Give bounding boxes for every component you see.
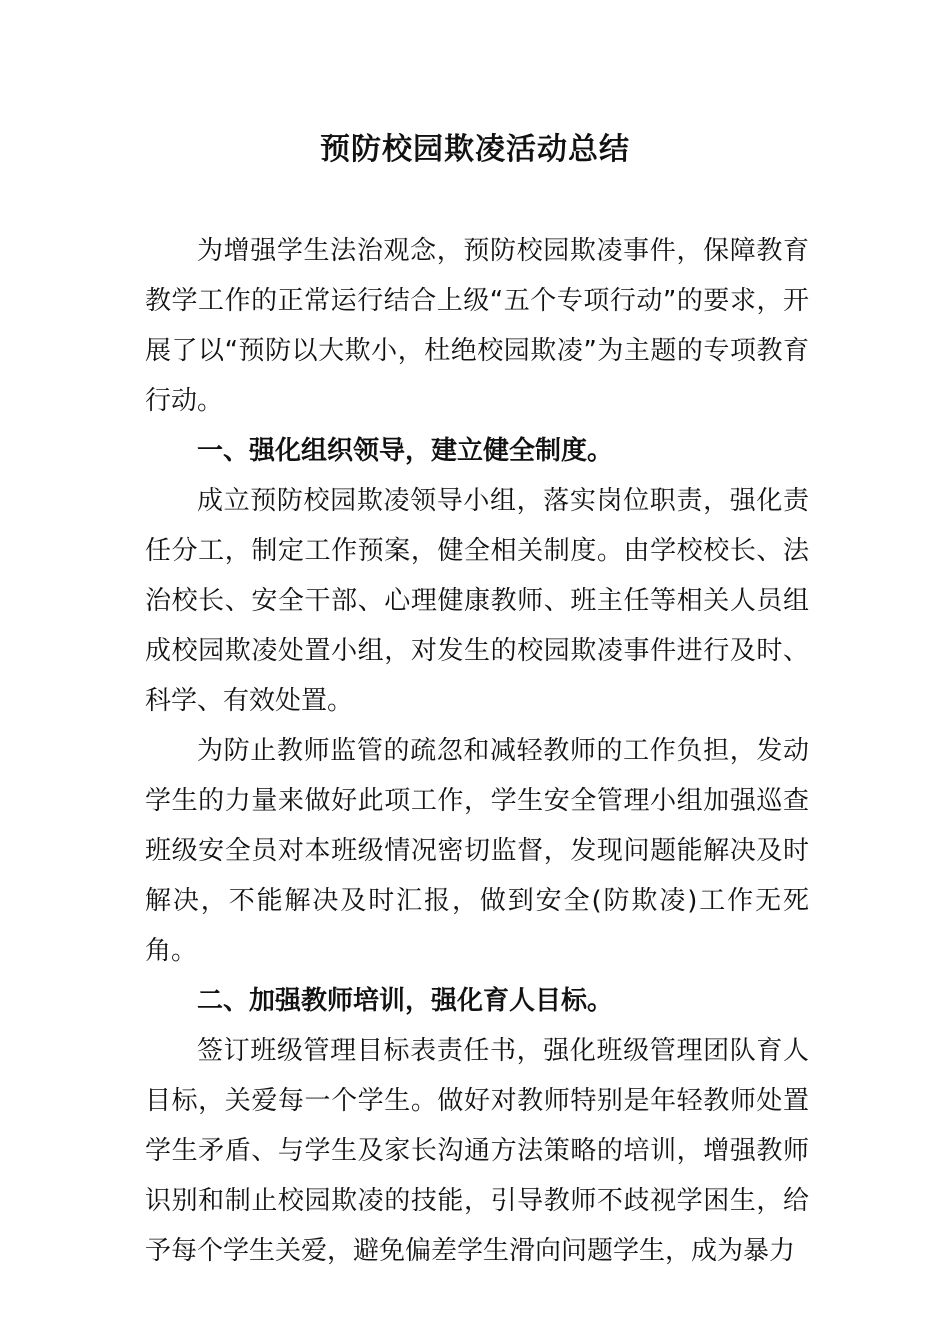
document-title: 预防校园欺凌活动总结 xyxy=(320,132,630,167)
section-1-paragraph-2: 为防止教师监管的疏忽和减轻教师的工作负担，发动学生的力量来做好此项工作，学生安全管理小组加强巡查班级安全员对本班级情况密切监督，发现问题能解决及时解决，不能解决及时汇报，做到安全(防欺凌)工作无死角。 xyxy=(145,736,809,966)
section-2-paragraph-1: 签订班级管理目标表责任书，强化班级管理团队育人目标，关爱每一个学生。做好对教师特别是年轻教师处置学生矛盾、与学生及家长沟通方法策略的培训，增强教师识别和制止校园欺凌的技能，引导教师不歧视学困生，给予每个学生关爱，避免偏差学生滑向问题学生，成为暴力 xyxy=(145,1036,809,1266)
section-1-paragraph-1: 成立预防校园欺凌领导小组，落实岗位职责，强化责任分工，制定工作预案，健全相关制度。由学校校长、法治校长、安全干部、心理健康教师、班主任等相关人员组成校园欺凌处置小组，对发生的校园欺凌事件进行及时、科学、有效处置。 xyxy=(145,486,809,716)
intro-paragraph: 为增强学生法治观念，预防校园欺凌事件，保障教育教学工作的正常运行结合上级“五个专项行动”的要求，开展了以“预防以大欺小，杜绝校园欺凌”为主题的专项教育行动。 xyxy=(145,236,809,416)
section-heading-1: 一、强化组织领导，建立健全制度。 xyxy=(197,436,614,466)
section-heading-2: 二、加强教师培训，强化育人目标。 xyxy=(197,986,614,1016)
document-body xyxy=(145,226,809,1276)
